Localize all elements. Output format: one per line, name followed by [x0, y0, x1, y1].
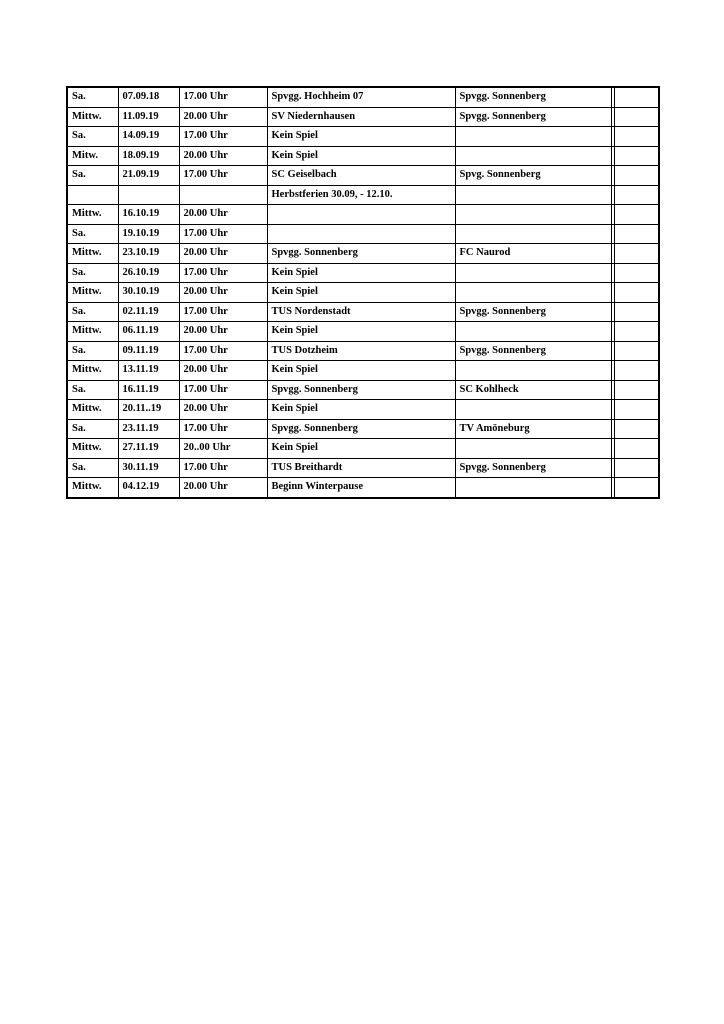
time-cell: 17.00 Uhr	[179, 302, 267, 322]
extra-cell	[614, 244, 659, 264]
day-cell: Sa.	[67, 380, 118, 400]
away-team-cell: Spvg. Sonnenberg	[455, 166, 611, 186]
extra-cell	[614, 107, 659, 127]
away-team-cell	[455, 263, 611, 283]
extra-cell	[614, 380, 659, 400]
table-row	[67, 322, 659, 342]
date-cell: 23.10.19	[118, 244, 179, 264]
home-team-cell: Spvgg. Sonnenberg	[267, 244, 455, 264]
extra-cell	[614, 283, 659, 303]
date-cell: 11.09.19	[118, 107, 179, 127]
table-row	[67, 205, 659, 225]
date-cell: 18.09.19	[118, 146, 179, 166]
table-row	[67, 380, 659, 400]
extra-cell	[614, 361, 659, 381]
extra-cell	[614, 185, 659, 205]
date-cell: 26.10.19	[118, 263, 179, 283]
day-cell: Mittw.	[67, 400, 118, 420]
table-row	[67, 361, 659, 381]
day-cell: Mittw.	[67, 439, 118, 459]
home-team-cell: TUS Breithardt	[267, 458, 455, 478]
home-team-cell: TUS Dotzheim	[267, 341, 455, 361]
time-cell: 17.00 Uhr	[179, 127, 267, 147]
day-cell: Mittw.	[67, 478, 118, 498]
date-cell: 20.11..19	[118, 400, 179, 420]
date-cell: 02.11.19	[118, 302, 179, 322]
away-team-cell	[455, 185, 611, 205]
extra-cell	[614, 87, 659, 107]
date-cell: 16.11.19	[118, 380, 179, 400]
schedule-body	[67, 87, 659, 498]
date-cell: 30.11.19	[118, 458, 179, 478]
table-row	[67, 146, 659, 166]
away-team-cell: Spvgg. Sonnenberg	[455, 341, 611, 361]
time-cell: 20.00 Uhr	[179, 361, 267, 381]
time-cell: 17.00 Uhr	[179, 458, 267, 478]
home-team-cell: Spvgg. Hochheim 07	[267, 87, 455, 107]
home-team-cell: SV Niedernhausen	[267, 107, 455, 127]
time-cell: 20.00 Uhr	[179, 205, 267, 225]
home-team-cell: Spvgg. Sonnenberg	[267, 419, 455, 439]
time-cell: 17.00 Uhr	[179, 380, 267, 400]
extra-cell	[614, 263, 659, 283]
extra-cell	[614, 166, 659, 186]
home-team-cell: Spvgg. Sonnenberg	[267, 380, 455, 400]
time-cell: 20.00 Uhr	[179, 283, 267, 303]
extra-cell	[614, 478, 659, 498]
day-cell: Mittw.	[67, 107, 118, 127]
date-cell: 07.09.18	[118, 87, 179, 107]
time-cell: 20..00 Uhr	[179, 439, 267, 459]
away-team-cell	[455, 283, 611, 303]
date-cell: 09.11.19	[118, 341, 179, 361]
day-cell: Sa.	[67, 263, 118, 283]
extra-cell	[614, 322, 659, 342]
date-cell: 16.10.19	[118, 205, 179, 225]
match-schedule-table	[66, 86, 660, 499]
away-team-cell	[455, 127, 611, 147]
day-cell: Sa.	[67, 302, 118, 322]
day-cell	[67, 185, 118, 205]
date-cell: 30.10.19	[118, 283, 179, 303]
home-team-cell: Kein Spiel	[267, 263, 455, 283]
table-row	[67, 224, 659, 244]
home-team-cell: Kein Spiel	[267, 361, 455, 381]
time-cell: 17.00 Uhr	[179, 263, 267, 283]
date-cell: 04.12.19	[118, 478, 179, 498]
away-team-cell: Spvgg. Sonnenberg	[455, 458, 611, 478]
time-cell: 20.00 Uhr	[179, 400, 267, 420]
table-row	[67, 263, 659, 283]
home-team-cell: Kein Spiel	[267, 439, 455, 459]
time-cell: 20.00 Uhr	[179, 146, 267, 166]
date-cell: 21.09.19	[118, 166, 179, 186]
day-cell: Sa.	[67, 224, 118, 244]
day-cell: Sa.	[67, 341, 118, 361]
table-row	[67, 283, 659, 303]
time-cell	[179, 185, 267, 205]
date-cell: 27.11.19	[118, 439, 179, 459]
date-cell: 13.11.19	[118, 361, 179, 381]
time-cell: 17.00 Uhr	[179, 341, 267, 361]
home-team-cell: Kein Spiel	[267, 127, 455, 147]
table-row	[67, 244, 659, 264]
time-cell: 17.00 Uhr	[179, 224, 267, 244]
table-row	[67, 400, 659, 420]
away-team-cell	[455, 361, 611, 381]
table-row	[67, 87, 659, 107]
home-team-cell: Kein Spiel	[267, 322, 455, 342]
date-cell: 14.09.19	[118, 127, 179, 147]
time-cell: 17.00 Uhr	[179, 87, 267, 107]
date-cell: 19.10.19	[118, 224, 179, 244]
away-team-cell: SC Kohlheck	[455, 380, 611, 400]
home-team-cell: TUS Nordenstadt	[267, 302, 455, 322]
day-cell: Sa.	[67, 127, 118, 147]
extra-cell	[614, 341, 659, 361]
day-cell: Sa.	[67, 166, 118, 186]
away-team-cell: FC Naurod	[455, 244, 611, 264]
extra-cell	[614, 205, 659, 225]
time-cell: 20.00 Uhr	[179, 322, 267, 342]
home-team-cell	[267, 205, 455, 225]
day-cell: Mittw.	[67, 283, 118, 303]
time-cell: 20.00 Uhr	[179, 107, 267, 127]
away-team-cell: TV Amöneburg	[455, 419, 611, 439]
table-row	[67, 458, 659, 478]
time-cell: 20.00 Uhr	[179, 478, 267, 498]
extra-cell	[614, 127, 659, 147]
away-team-cell	[455, 400, 611, 420]
away-team-cell: Spvgg. Sonnenberg	[455, 87, 611, 107]
home-team-cell: Kein Spiel	[267, 146, 455, 166]
holiday-note-cell: Herbstferien 30.09, - 12.10.	[267, 185, 455, 205]
date-cell	[118, 185, 179, 205]
away-team-cell: Spvgg. Sonnenberg	[455, 107, 611, 127]
extra-cell	[614, 146, 659, 166]
extra-cell	[614, 419, 659, 439]
home-team-cell: Kein Spiel	[267, 283, 455, 303]
table-row	[67, 185, 659, 205]
day-cell: Mittw.	[67, 244, 118, 264]
table-row	[67, 107, 659, 127]
day-cell: Mittw.	[67, 205, 118, 225]
day-cell: Sa.	[67, 419, 118, 439]
extra-cell	[614, 224, 659, 244]
time-cell: 17.00 Uhr	[179, 166, 267, 186]
extra-cell	[614, 458, 659, 478]
table-row	[67, 127, 659, 147]
home-team-cell	[267, 224, 455, 244]
date-cell: 06.11.19	[118, 322, 179, 342]
away-team-cell	[455, 205, 611, 225]
day-cell: Mittw.	[67, 361, 118, 381]
away-team-cell: Spvgg. Sonnenberg	[455, 302, 611, 322]
extra-cell	[614, 400, 659, 420]
extra-cell	[614, 439, 659, 459]
table-row	[67, 439, 659, 459]
day-cell: Mittw.	[67, 322, 118, 342]
day-cell: Mitw.	[67, 146, 118, 166]
time-cell: 17.00 Uhr	[179, 419, 267, 439]
table-row	[67, 166, 659, 186]
day-cell: Sa.	[67, 458, 118, 478]
extra-cell	[614, 302, 659, 322]
time-cell: 20.00 Uhr	[179, 244, 267, 264]
table-row	[67, 302, 659, 322]
away-team-cell	[455, 322, 611, 342]
home-team-cell: Kein Spiel	[267, 400, 455, 420]
away-team-cell	[455, 439, 611, 459]
away-team-cell	[455, 224, 611, 244]
away-team-cell	[455, 146, 611, 166]
table-row	[67, 341, 659, 361]
date-cell: 23.11.19	[118, 419, 179, 439]
home-team-cell: SC Geiselbach	[267, 166, 455, 186]
table-row	[67, 478, 659, 498]
day-cell: Sa.	[67, 87, 118, 107]
home-team-cell: Beginn Winterpause	[267, 478, 455, 498]
away-team-cell	[455, 478, 611, 498]
table-row	[67, 419, 659, 439]
